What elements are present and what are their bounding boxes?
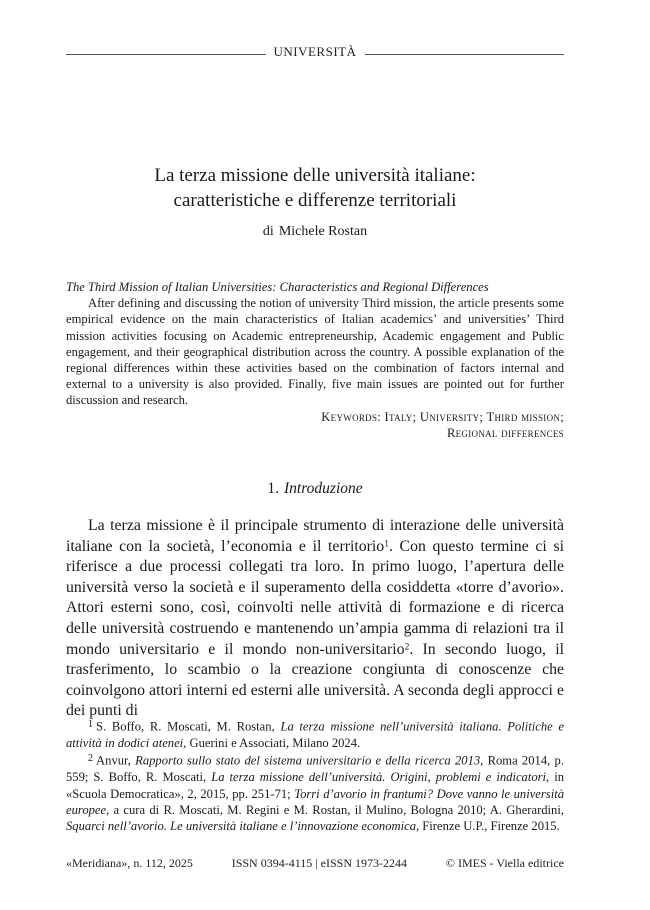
abstract-title: The Third Mission of Italian Universities: Characteristics and Regional Differences <box>66 280 489 294</box>
footnote-2-number: 2 <box>88 753 94 765</box>
footer-journal: «Meridiana», n. 112, 2025 <box>66 856 193 870</box>
body-paragraph <box>66 516 564 722</box>
footnote-2-text-a: Anvur, <box>96 753 131 768</box>
section-heading <box>66 480 564 498</box>
footer-publisher: © IMES - Viella editrice <box>445 856 564 870</box>
footnote-ref-2[interactable]: 2 <box>404 641 410 652</box>
footnote-2-text-i: , Firenze U.P., Firenze 2015. <box>416 819 560 834</box>
body-text-part-1: La terza missione è il principale strumento di interazione delle università italiane con la società, l’economia e il territorio <box>66 517 564 555</box>
footnote-1-authors: S. Boffo, R. Moscati, M. Rostan, <box>96 719 275 734</box>
author-name: Michele Rostan <box>278 224 368 239</box>
author-byline <box>66 224 564 240</box>
running-head-rule-left <box>66 54 266 55</box>
footnote-2-title-3: Torri d’avorio in frantumi? Dove vanno le università europee <box>66 786 564 818</box>
footnotes <box>66 717 564 835</box>
body-text-part-2: . Con questo termine ci si riferisce a due processi collegati tra loro. In primo luogo, l’apertura delle università verso la società e il superamento della cosiddetta «torre d’avorio». Attori esterni sono, così, coinvolti nelle attività di formazione e di ricerca delle università costruendo e mantenendo un’ampia gamma di relazioni tra il mondo universitario e il mondo non-universitario <box>66 537 564 658</box>
footer-issn: ISSN 0394-4115 | eISSN 1973-2244 <box>231 856 407 870</box>
page-footer <box>66 856 564 871</box>
keywords-line-1: Keywords: Italy; University; Third mission; <box>321 409 564 424</box>
footnote-2-title-2: La terza missione dell’università. Origini, problemi e indicatori <box>211 770 547 785</box>
abstract <box>66 279 564 441</box>
footnote-2 <box>66 751 564 835</box>
section-title: Introduzione <box>283 480 363 497</box>
footnote-2-title-1: Rapporto sullo stato del sistema universitario e della ricerca 2013 <box>135 753 481 768</box>
section-number: 1. <box>267 480 279 497</box>
footnote-ref-1[interactable]: 1 <box>384 538 389 549</box>
running-head <box>66 44 564 60</box>
footnote-2-text-e: , in «Scuola Democratica», 2, 2015, pp. 251-71; <box>66 770 565 801</box>
running-head-label: UNIVERSITÀ <box>273 44 357 59</box>
running-head-rule-right <box>365 54 565 55</box>
footnote-1-title: La terza missione nell’università italiana. Politiche e attività in dodici atenei <box>66 719 564 750</box>
footnote-2-text-c: , Roma 2014, p. 559; S. Boffo, R. Moscati, <box>66 753 564 785</box>
body-text-part-3: . In secondo luogo, il trasferimento, lo scambio o la creazione congiunta di conoscenze che coinvolgono attori interni ed esterni alle università. A seconda degli approcci e dei punti di <box>66 640 564 720</box>
title-line-2: caratteristiche e differenze territoriali <box>173 190 457 211</box>
footnote-1 <box>66 717 564 751</box>
footnote-2-text-g: , a cura di R. Moscati, M. Regini e M. Rostan, il Mulino, Bologna 2010; A. Gherardini, <box>106 803 564 818</box>
author-prefix: di <box>262 224 274 239</box>
footnote-1-number: 1 <box>88 719 94 730</box>
abstract-body: After defining and discussing the notion of university Third mission, the article presents some empirical evidence on the main characteristics of Italian academics’ and universities’ Third mission activities focusing on Academic entrepreneurship, Academic engagement and Public engagement, and their geographical distribution across the country. A possible explanation of the regional differences within these activities based on the combination of factors internal and external to a university is also provided. Finally, five main issues are pointed out for further discussion and research. <box>66 296 564 408</box>
title-line-1: La terza missione delle università italiane: <box>154 165 476 186</box>
keywords-line-2: Regional differences <box>446 425 564 440</box>
footnote-1-publisher: , Guerini e Associati, Milano 2024. <box>183 735 361 750</box>
footnote-2-title-4: Squarci nell’avorio. Le università italiane e l’innovazione economica <box>66 819 416 834</box>
article-title <box>66 163 564 213</box>
